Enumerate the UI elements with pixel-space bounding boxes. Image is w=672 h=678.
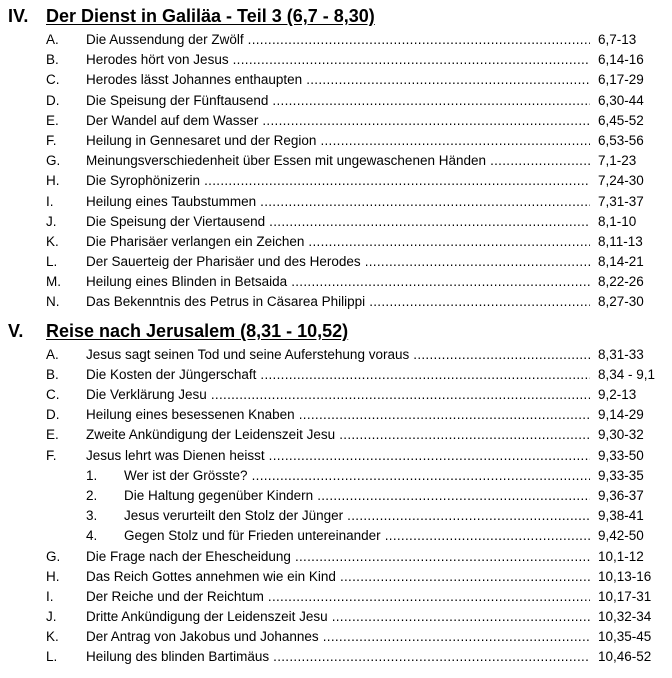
entry-reference: 9,36-37 [598,487,644,503]
entry-title: Die Syrophönizerin ..... [86,171,590,191]
entry-title: Herodes lässt Johannes enthaupten ..... [86,70,590,90]
entry-reference: 6,30-44 [598,92,644,108]
entry-label: L. [46,649,58,665]
entry-label: C. [46,72,60,88]
entry-title: Heilung eines Taubstummen ..... [86,192,590,212]
toc-entry [0,151,672,171]
toc-entry [0,70,672,90]
entry-title: Heilung eines besessenen Knaben ..... [86,405,590,425]
entry-title: Dritte Ankündigung der Leidenszeit Jesu ..... [86,607,590,627]
entry-label: A. [46,346,59,362]
entry-reference: 7,24-30 [598,173,644,189]
toc-entry [0,446,672,466]
toc-entry [0,91,672,111]
entry-title: Herodes hört von Jesus ..... [86,50,590,70]
entry-title: Die Speisung der Fünftausend ..... [86,91,590,111]
entry-title: Gegen Stolz und für Frieden untereinander ..... [124,526,590,546]
entry-reference: 9,33-35 [598,467,644,483]
entry-reference: 6,45-52 [598,112,644,128]
entry-label: K. [46,233,59,249]
toc-subentry [0,506,672,526]
entry-reference: 10,13-16 [598,568,652,584]
entry-title: Der Reiche und der Reichtum ..... [86,587,590,607]
entry-label: C. [46,387,60,402]
entry-label: I. [46,193,54,209]
entry-reference: 6,14-16 [598,52,644,68]
entry-reference: 10,1-12 [598,548,644,564]
entry-label: F. [46,132,57,148]
entry-reference: 7,31-37 [598,193,644,209]
toc-entry [0,131,672,151]
entry-label: I. [46,588,54,604]
entry-title: Der Wandel auf dem Wasser ..... [86,111,590,131]
entry-label: F. [46,447,57,463]
toc-entry [0,587,672,607]
section-title: Der Dienst in Galiläa - Teil 3 (6,7 - 8,30) [46,6,375,26]
toc-entry [0,192,672,212]
section-number: IV. [8,6,29,26]
toc-entry [0,647,672,667]
entry-reference: 9,38-41 [598,508,644,524]
toc-entry [0,365,672,385]
entry-reference: 9,30-32 [598,427,644,443]
entry-label: B. [46,366,59,382]
entry-reference: 9,42-50 [598,528,644,544]
entry-reference: 10,46-52 [598,649,652,665]
entry-title: Die Haltung gegenüber Kindern ..... [124,486,590,506]
entry-title: Heilung des blinden Bartimäus ..... [86,647,590,667]
entry-title: Der Sauerteig der Pharisäer und des Herodes ..... [86,252,590,272]
section-heading [0,0,672,30]
entry-title: Die Verklärung Jesu ..... [86,385,590,405]
toc-entry [0,111,672,131]
entry-label: 1. [86,467,98,483]
entry-title: Die Frage nach der Ehescheidung ..... [86,547,590,567]
entry-title: Die Kosten der Jüngerschaft ..... [86,365,590,385]
entry-title: Jesus verurteilt den Stolz der Jünger ..... [124,506,590,526]
entry-label: 3. [86,508,98,524]
entry-label: D. [46,407,60,423]
entry-label: 4. [86,528,98,544]
entry-reference: 8,22-26 [598,274,644,290]
entry-title: Jesus lehrt was Dienen heisst ..... [86,446,590,466]
entry-label: G. [46,153,61,169]
entry-label: A. [46,32,59,47]
entry-label: E. [46,112,59,128]
entry-title: Jesus sagt seinen Tod und seine Auferstehung voraus ..... [86,345,590,365]
toc-entry [0,212,672,232]
entry-label: 2. [86,487,98,503]
toc-entry [0,567,672,587]
entry-reference: 8,31-33 [598,346,644,362]
entry-label: M. [46,274,61,290]
entry-title: Zweite Ankündigung der Leidenszeit Jesu ..... [86,425,590,445]
toc-entry [0,171,672,191]
entry-title: Das Bekenntnis des Petrus in Cäsarea Philippi ..... [86,292,590,312]
entry-reference: 10,35-45 [598,629,652,645]
entry-reference: 9,14-29 [598,407,644,423]
entry-reference: 8,11-13 [598,233,643,249]
entry-reference: 8,14-21 [598,254,644,270]
section-number: V. [8,320,24,341]
toc-entry [0,547,672,567]
entry-label: L. [46,254,58,270]
toc-entry [0,607,672,627]
entry-title: Wer ist der Grösste? ..... [124,466,590,486]
entry-label: J. [46,213,57,229]
entry-reference: 8,1-10 [598,213,637,229]
entry-label: N. [46,294,60,310]
entry-label: E. [46,427,59,443]
entry-title: Heilung eines Blinden in Betsaida ..... [86,272,590,292]
toc-entry [0,232,672,252]
toc-entry [0,50,672,70]
toc-subentry [0,526,672,546]
entry-reference: 8,27-30 [598,294,644,310]
entry-reference: 6,7-13 [598,32,637,47]
entry-title: Die Pharisäer verlangen ein Zeichen ..... [86,232,590,252]
entry-title: Der Antrag von Jakobus und Johannes ..... [86,627,590,647]
entry-label: K. [46,629,59,645]
entry-reference: 9,2-13 [598,387,637,402]
entry-title: Die Aussendung der Zwölf ..... [86,30,590,50]
toc-entry [0,272,672,292]
toc-entry [0,405,672,425]
entry-reference: 7,1-23 [598,153,637,169]
section-heading [0,315,672,345]
toc-entry [0,627,672,647]
entry-title: Meinungsverschiedenheit über Essen mit ungewaschenen Händen ..... [86,151,590,171]
entry-reference: 9,33-50 [598,447,644,463]
entry-reference: 6,17-29 [598,72,644,88]
entry-label: H. [46,568,60,584]
entry-title: Heilung in Gennesaret und der Region ..... [86,131,590,151]
entry-reference: 8,34 - 9,1 [598,366,656,382]
entry-label: J. [46,609,57,625]
toc-subentry [0,486,672,506]
toc-entry [0,30,672,50]
entry-label: B. [46,52,59,68]
entry-label: G. [46,548,61,564]
toc-entry [0,345,672,365]
entry-reference: 10,17-31 [598,588,652,604]
toc-entry [0,385,672,405]
entry-reference: 10,32-34 [598,609,652,625]
toc-entry [0,252,672,272]
toc-entry [0,425,672,445]
entry-label: H. [46,173,60,189]
section-title: Reise nach Jerusalem (8,31 - 10,52) [46,320,349,341]
entry-title: Die Speisung der Viertausend ..... [86,212,590,232]
entry-label: D. [46,92,60,108]
entry-title: Das Reich Gottes annehmen wie ein Kind ..... [86,567,590,587]
entry-reference: 6,53-56 [598,132,644,148]
toc-entry [0,292,672,312]
toc-subentry [0,466,672,486]
